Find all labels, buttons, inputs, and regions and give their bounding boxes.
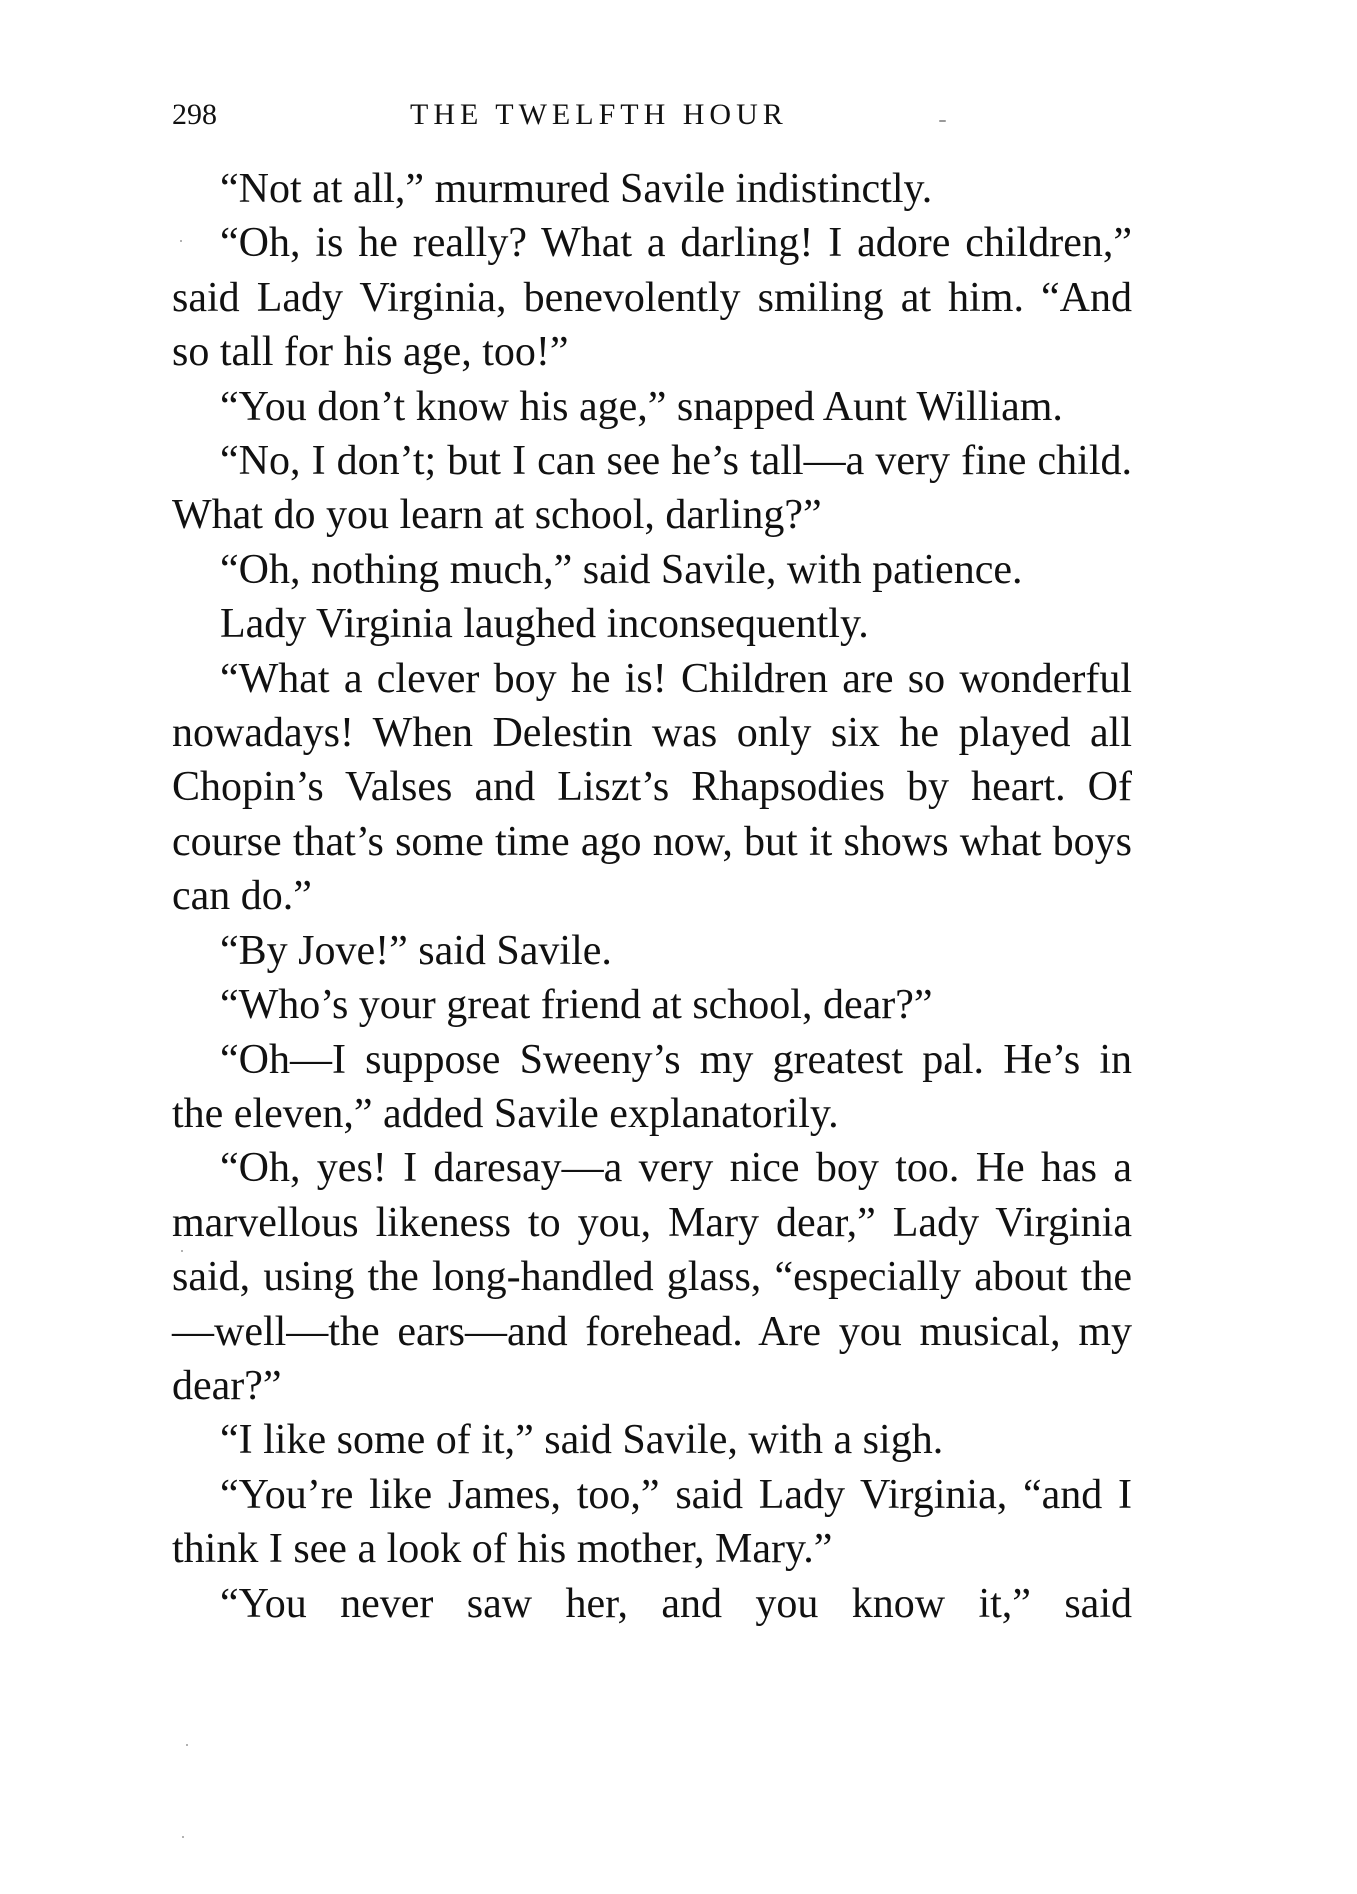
paragraph: Lady Virginia laughed inconsequently.: [220, 601, 869, 648]
margin-speck: [181, 1250, 183, 1252]
margin-speck: [180, 240, 182, 242]
paragraph: “By Jove!” said Savile.: [220, 927, 612, 974]
paragraph: “You never saw her, and you know it,” said: [220, 1580, 1132, 1627]
paragraph: “You don’t know his age,” snapped Aunt William.: [220, 383, 1063, 430]
running-title: THE TWELFTH HOUR: [410, 98, 788, 131]
paragraph: “Oh—I suppose Sweeny’s my greatest pal. He’s in the eleven,” added Savile explanatorily.: [172, 1036, 1132, 1137]
paragraph: “Not at all,” murmured Savile indistinctly.: [220, 166, 933, 212]
paragraph: “Oh, yes! I daresay—a very nice boy too. He has a marvellous likeness to you, Mary dear,” Lady Virginia said, using the long-handled glass, “especially about the—well—the ears—and forehead. Are you musical, my dear?”: [172, 1145, 1132, 1409]
paragraph: “Oh, is he really? What a darling! I adore children,” said Lady Virginia, benevolently smiling at him. “And so tall for his age, too!”: [172, 220, 1132, 376]
running-header: [172, 98, 1132, 138]
margin-speck: [182, 1836, 184, 1838]
body-text: [172, 162, 1132, 1631]
paragraph: “Who’s your great friend at school, dear?”: [220, 982, 933, 1029]
paragraph: “No, I don’t; but I can see he’s tall—a very fine child. What do you learn at school, darling?”: [172, 438, 1132, 539]
header-dash-mark: [939, 120, 946, 122]
paragraph: “I like some of it,” said Savile, with a sigh.: [220, 1417, 944, 1464]
paragraph: “What a clever boy he is! Children are so wonderful nowadays! When Delestin was only six he played all Chopin’s Valses and Liszt’s Rhapsodies by heart. Of course that’s some time ago now, but it shows what boys can do.”: [172, 655, 1132, 920]
paragraph: “You’re like James, too,” said Lady Virginia, “and I think I see a look of his mother, Mary.”: [172, 1471, 1132, 1573]
margin-speck: [186, 1744, 188, 1746]
page-number: 298: [172, 98, 217, 131]
paragraph: “Oh, nothing much,” said Savile, with patience.: [220, 546, 1023, 593]
